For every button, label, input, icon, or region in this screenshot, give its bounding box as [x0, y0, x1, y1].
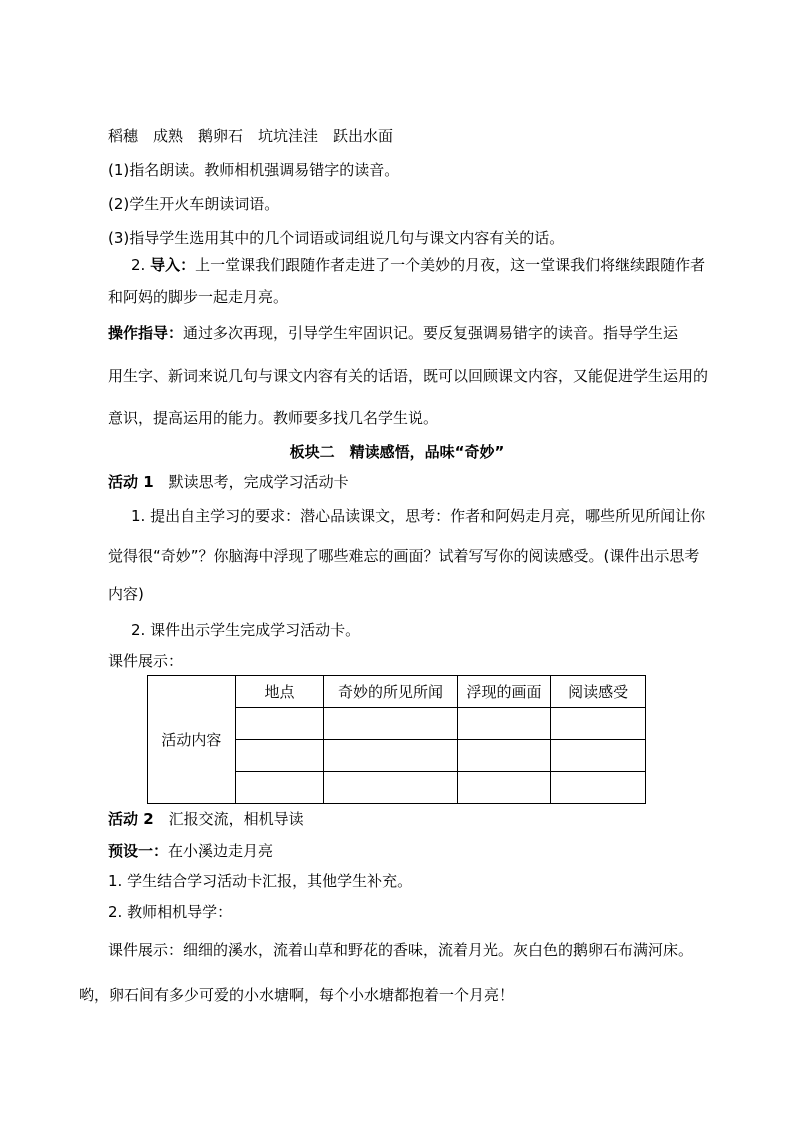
- table-cell: [551, 740, 646, 772]
- table-cell: [235, 708, 324, 740]
- table-cell: [235, 740, 324, 772]
- table-cell: [551, 772, 646, 804]
- header-images: 浮现的画面: [457, 676, 551, 708]
- intro-text: 上一堂课我们跟随作者走进了一个美妙的月夜，这一堂课我们将继续跟随作者: [195, 256, 706, 274]
- step-2: (2)学生开火车朗读词语。: [108, 195, 280, 213]
- table-cell: [324, 772, 457, 804]
- table-cell: [457, 740, 551, 772]
- activity-1-item-1c: 内容): [108, 585, 144, 603]
- intro-label: 导入：: [150, 256, 196, 274]
- guide-line-2: 用生字、新词来说几句与课文内容有关的话语，既可以回顾课文内容，又能促进学生运用的: [108, 367, 709, 385]
- guide-line-3: 意识，提高运用的能力。教师要多找几名学生说。: [108, 409, 439, 427]
- header-feelings: 阅读感受: [551, 676, 646, 708]
- section-title: 板块二 精读感悟，品味“奇妙”: [289, 443, 505, 461]
- activity-1-label: 活动 1: [108, 473, 154, 491]
- activity-1-text: 默读思考，完成学习活动卡: [153, 473, 349, 491]
- preset-line: [108, 841, 273, 861]
- courseware-text-2: 哟，卵石间有多少可爱的小水塘啊，每个小水塘都抱着一个月亮！: [79, 986, 515, 1004]
- activity-1-item-1b: 觉得很“奇妙”？你脑海中浮现了哪些难忘的画面？试着写写你的阅读感受。(课件出示思考: [108, 547, 700, 565]
- table-cell: [457, 708, 551, 740]
- step-3: (3)指导学生选用其中的几个词语或词组说几句与课文内容有关的话。: [108, 229, 565, 247]
- activity-2-text: 汇报交流，相机导读: [153, 810, 304, 828]
- preset-item-2: 2. 教师相机导学：: [108, 903, 233, 921]
- preset-label: 预设一：: [108, 842, 169, 860]
- activity-card-table: [147, 675, 646, 804]
- vocabulary-words: 稻穗 成熟 鹅卵石 坑坑洼洼 跃出水面: [108, 127, 394, 145]
- activity-1-heading: [108, 472, 349, 492]
- guide-line-1: [108, 323, 678, 343]
- table-cell: [324, 740, 457, 772]
- guide-label: 操作指导：: [108, 324, 184, 342]
- activity-2-heading: [108, 809, 304, 829]
- table-cell: [235, 772, 324, 804]
- row-label-cell: 活动内容: [148, 676, 236, 804]
- header-location: 地点: [235, 676, 324, 708]
- table-cell: [324, 708, 457, 740]
- activity-2-label: 活动 2: [108, 810, 154, 828]
- table-cell: [551, 708, 646, 740]
- step-1: (1)指名朗读。教师相机强调易错字的读音。: [108, 161, 400, 179]
- courseware-label-1: 课件展示：: [108, 652, 184, 670]
- preset-text: 在小溪边走月亮: [168, 842, 274, 860]
- intro-number: 2.: [131, 256, 151, 274]
- header-wonders: 奇妙的所见所闻: [324, 676, 457, 708]
- intro-text-continued: 和阿妈的脚步一起走月亮。: [108, 288, 289, 306]
- intro-line: [131, 255, 705, 275]
- activity-1-item-1a: 1. 提出自主学习的要求：潜心品读课文，思考：作者和阿妈走月亮，哪些所见所闻让你: [131, 507, 706, 525]
- courseware-text-1: 课件展示：细细的溪水，流着山草和野花的香味，流着月光。灰白色的鹅卵石布满河床。: [108, 941, 694, 959]
- preset-item-1: 1. 学生结合学习活动卡汇报，其他学生补充。: [108, 872, 413, 890]
- table-cell: [457, 772, 551, 804]
- activity-1-item-2: 2. 课件出示学生完成学习活动卡。: [131, 621, 361, 639]
- guide-text-1: 通过多次再现，引导学生牢固识记。要反复强调易错字的读音。指导学生运: [183, 324, 679, 342]
